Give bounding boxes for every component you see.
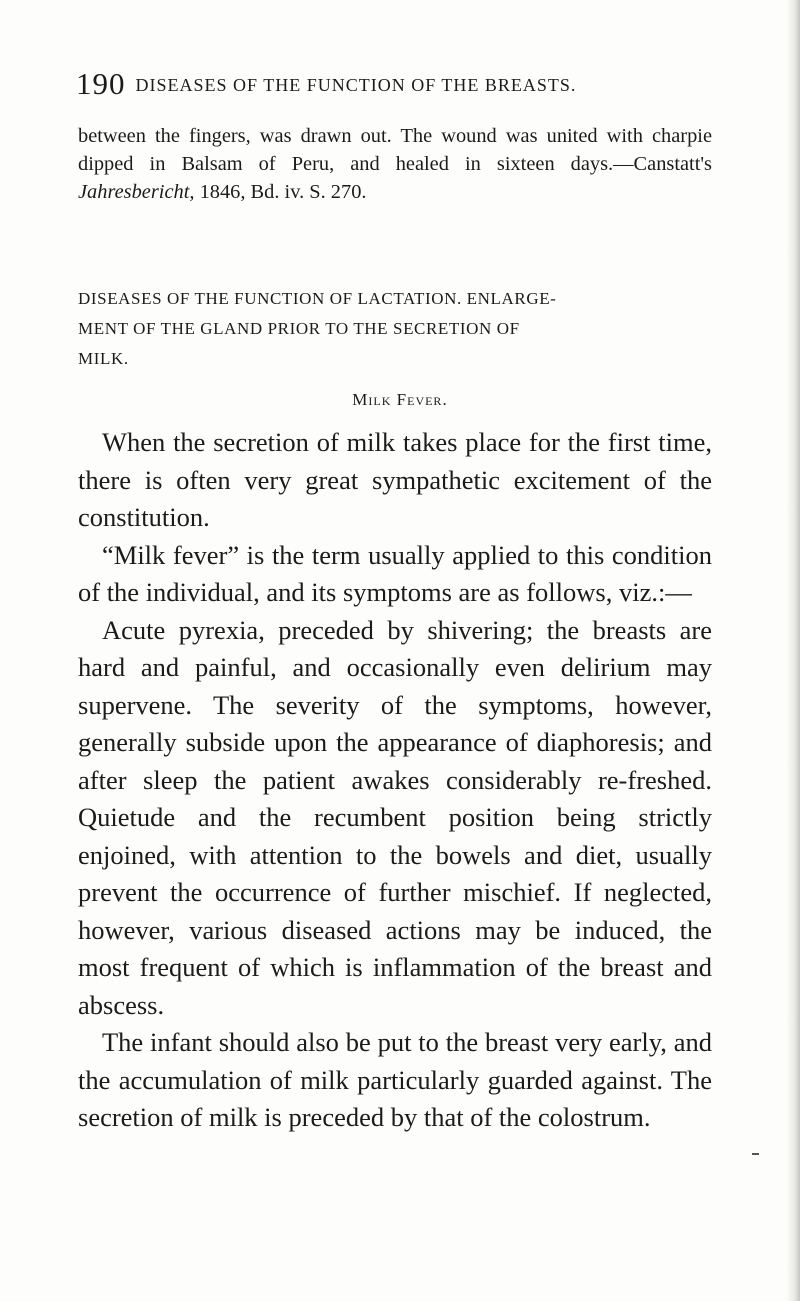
margin-dash (752, 1153, 759, 1155)
intro-italic-title: Jahresbericht, (78, 181, 195, 203)
paragraph: “Milk fever” is the term usually applied to this condition of the individual, and its symptoms are as follows, viz.:— (78, 539, 712, 607)
subheading: Milk Fever. (352, 390, 448, 409)
page-edge-shadow (786, 0, 800, 1301)
body-text (78, 424, 712, 1137)
section-heading-line-3: MILK. (78, 349, 129, 368)
section-heading-line-1: DISEASES OF THE FUNCTION OF LACTATION. ENLARGE- (78, 289, 557, 308)
section-heading (78, 284, 714, 374)
running-head: DISEASES OF THE FUNCTION OF THE BREASTS. (135, 75, 577, 95)
intro-citation: 1846, Bd. iv. S. 270. (194, 181, 367, 203)
paragraph: When the secretion of milk takes place for the first time, there is often very great sympathetic excitement of the constitution. (78, 427, 712, 532)
intro-text: between the fingers, was drawn out. The wound was united with charpie dipped in Balsam of Peru, and healed in sixteen days.—Canstatt's (78, 125, 712, 175)
page-number: 190 (76, 66, 126, 101)
intro-paragraph (78, 122, 712, 206)
paragraph: Acute pyrexia, preceded by shivering; the breasts are hard and painful, and occasionally even delirium may supervene. The severity of the symptoms, however, generally subside upon the appearance of diaphoresis; and after sleep the patient awakes considerably re-freshed. Quietude and the recumbent position being strictly enjoined, with attention to the bowels and diet, usually prevent the occurrence of further mischief. If neglected, however, various diseased actions may be induced, the most frequent of which is inflammation of the breast and abscess. (78, 614, 712, 1020)
section-heading-line-2: MENT OF THE GLAND PRIOR TO THE SECRETION OF (78, 319, 520, 338)
page-header (76, 66, 716, 102)
paragraph: The infant should also be put to the breast very early, and the accumulation of milk particularly guarded against. The secretion of milk is preceded by that of the colostrum. (78, 1027, 712, 1132)
